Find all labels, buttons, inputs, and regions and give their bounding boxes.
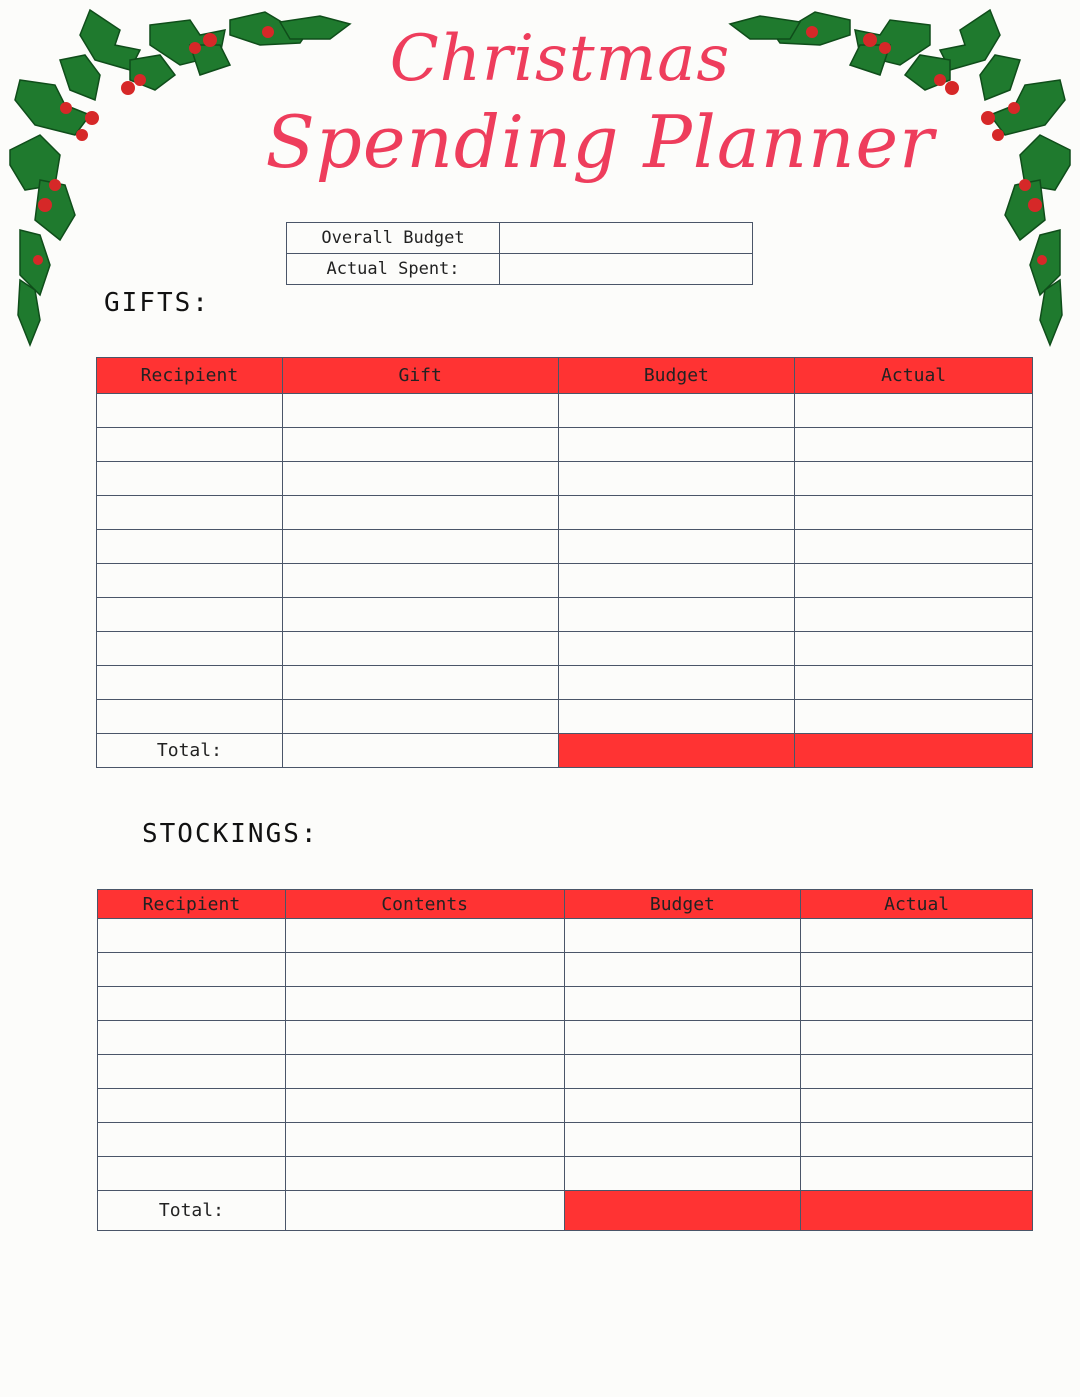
column-header-actual: Actual xyxy=(795,358,1033,394)
gifts-total-budget-field[interactable] xyxy=(558,734,795,768)
cell-contents[interactable] xyxy=(285,953,564,987)
gifts-total-row xyxy=(97,734,1033,768)
cell-actual[interactable] xyxy=(801,1055,1033,1089)
cell-contents[interactable] xyxy=(285,1157,564,1191)
table-row xyxy=(98,919,1033,953)
cell-recipient[interactable] xyxy=(97,598,283,632)
cell-actual[interactable] xyxy=(801,919,1033,953)
cell-gift[interactable] xyxy=(282,564,558,598)
cell-budget[interactable] xyxy=(564,1123,801,1157)
table-row xyxy=(97,462,1033,496)
cell-budget[interactable] xyxy=(558,666,795,700)
cell-actual[interactable] xyxy=(795,530,1033,564)
table-row xyxy=(97,530,1033,564)
cell-recipient[interactable] xyxy=(98,1055,286,1089)
cell-recipient[interactable] xyxy=(98,987,286,1021)
table-row xyxy=(98,1157,1033,1191)
table-row xyxy=(98,953,1033,987)
cell-recipient[interactable] xyxy=(98,1021,286,1055)
cell-budget[interactable] xyxy=(558,496,795,530)
cell-budget[interactable] xyxy=(564,953,801,987)
column-header-actual: Actual xyxy=(801,890,1033,919)
stockings-total-actual-field[interactable] xyxy=(801,1191,1033,1231)
cell-actual[interactable] xyxy=(795,428,1033,462)
cell-actual[interactable] xyxy=(795,632,1033,666)
cell-contents[interactable] xyxy=(285,987,564,1021)
cell-actual[interactable] xyxy=(795,598,1033,632)
stockings-table xyxy=(97,889,1033,1231)
cell-budget[interactable] xyxy=(558,598,795,632)
cell-recipient[interactable] xyxy=(98,1089,286,1123)
table-row xyxy=(97,666,1033,700)
stockings-total-row xyxy=(98,1191,1033,1231)
table-row xyxy=(97,428,1033,462)
stockings-total-budget-field[interactable] xyxy=(564,1191,801,1231)
column-header-contents: Contents xyxy=(285,890,564,919)
cell-actual[interactable] xyxy=(795,462,1033,496)
cell-gift[interactable] xyxy=(282,428,558,462)
cell-gift[interactable] xyxy=(282,666,558,700)
gifts-table xyxy=(96,357,1033,768)
cell-budget[interactable] xyxy=(564,1021,801,1055)
cell-contents[interactable] xyxy=(285,919,564,953)
column-header-budget: Budget xyxy=(558,358,795,394)
stockings-header-row xyxy=(98,890,1033,919)
cell-recipient[interactable] xyxy=(97,632,283,666)
table-row xyxy=(97,632,1033,666)
stockings-heading: STOCKINGS: xyxy=(142,819,319,849)
cell-budget[interactable] xyxy=(558,394,795,428)
cell-recipient[interactable] xyxy=(97,394,283,428)
gifts-heading: GIFTS: xyxy=(104,288,210,318)
cell-actual[interactable] xyxy=(795,394,1033,428)
actual-spent-label: Actual Spent: xyxy=(287,254,500,285)
cell-budget[interactable] xyxy=(564,987,801,1021)
page-title-line2: Spending Planner xyxy=(265,100,935,184)
table-row xyxy=(97,496,1033,530)
table-row xyxy=(97,700,1033,734)
cell-recipient[interactable] xyxy=(98,1123,286,1157)
cell-contents[interactable] xyxy=(285,1123,564,1157)
cell-contents[interactable] xyxy=(285,1055,564,1089)
column-header-budget: Budget xyxy=(564,890,801,919)
gifts-total-label: Total: xyxy=(97,734,283,768)
overall-budget-field[interactable] xyxy=(500,223,753,254)
cell-gift[interactable] xyxy=(282,530,558,564)
cell-recipient[interactable] xyxy=(98,1157,286,1191)
table-row xyxy=(98,1123,1033,1157)
table-row xyxy=(98,987,1033,1021)
cell-budget[interactable] xyxy=(558,632,795,666)
cell-actual[interactable] xyxy=(795,700,1033,734)
cell-recipient[interactable] xyxy=(97,700,283,734)
table-row xyxy=(98,1021,1033,1055)
cell-recipient[interactable] xyxy=(98,919,286,953)
cell-budget[interactable] xyxy=(564,919,801,953)
cell-gift[interactable] xyxy=(282,632,558,666)
stockings-total-blank xyxy=(285,1191,564,1231)
overall-budget-label: Overall Budget xyxy=(287,223,500,254)
table-row xyxy=(98,1089,1033,1123)
cell-gift[interactable] xyxy=(282,496,558,530)
cell-actual[interactable] xyxy=(801,1021,1033,1055)
cell-gift[interactable] xyxy=(282,462,558,496)
cell-budget[interactable] xyxy=(558,564,795,598)
cell-actual[interactable] xyxy=(801,1089,1033,1123)
cell-budget[interactable] xyxy=(564,1157,801,1191)
cell-gift[interactable] xyxy=(282,700,558,734)
cell-recipient[interactable] xyxy=(97,496,283,530)
column-header-recipient: Recipient xyxy=(97,358,283,394)
cell-actual[interactable] xyxy=(801,1157,1033,1191)
cell-recipient[interactable] xyxy=(97,564,283,598)
table-row xyxy=(97,598,1033,632)
cell-contents[interactable] xyxy=(285,1089,564,1123)
cell-budget[interactable] xyxy=(558,530,795,564)
page-title-line1: Christmas xyxy=(389,22,731,96)
column-header-recipient: Recipient xyxy=(98,890,286,919)
cell-recipient[interactable] xyxy=(97,530,283,564)
actual-spent-field[interactable] xyxy=(500,254,753,285)
cell-gift[interactable] xyxy=(282,598,558,632)
cell-recipient[interactable] xyxy=(98,953,286,987)
table-row xyxy=(97,564,1033,598)
cell-actual[interactable] xyxy=(795,564,1033,598)
cell-budget[interactable] xyxy=(558,700,795,734)
cell-budget[interactable] xyxy=(564,1055,801,1089)
cell-gift[interactable] xyxy=(282,394,558,428)
table-row xyxy=(98,1055,1033,1089)
cell-actual[interactable] xyxy=(801,987,1033,1021)
cell-recipient[interactable] xyxy=(97,666,283,700)
cell-actual[interactable] xyxy=(801,1123,1033,1157)
gifts-total-actual-field[interactable] xyxy=(795,734,1033,768)
stockings-total-label: Total: xyxy=(98,1191,286,1231)
gifts-header-row xyxy=(97,358,1033,394)
cell-actual[interactable] xyxy=(795,496,1033,530)
cell-budget[interactable] xyxy=(564,1089,801,1123)
table-row xyxy=(97,394,1033,428)
gifts-total-blank xyxy=(282,734,558,768)
column-header-gift: Gift xyxy=(282,358,558,394)
cell-actual[interactable] xyxy=(801,953,1033,987)
cell-budget[interactable] xyxy=(558,428,795,462)
cell-recipient[interactable] xyxy=(97,428,283,462)
budget-summary-table xyxy=(286,222,753,285)
cell-budget[interactable] xyxy=(558,462,795,496)
cell-contents[interactable] xyxy=(285,1021,564,1055)
cell-actual[interactable] xyxy=(795,666,1033,700)
cell-recipient[interactable] xyxy=(97,462,283,496)
